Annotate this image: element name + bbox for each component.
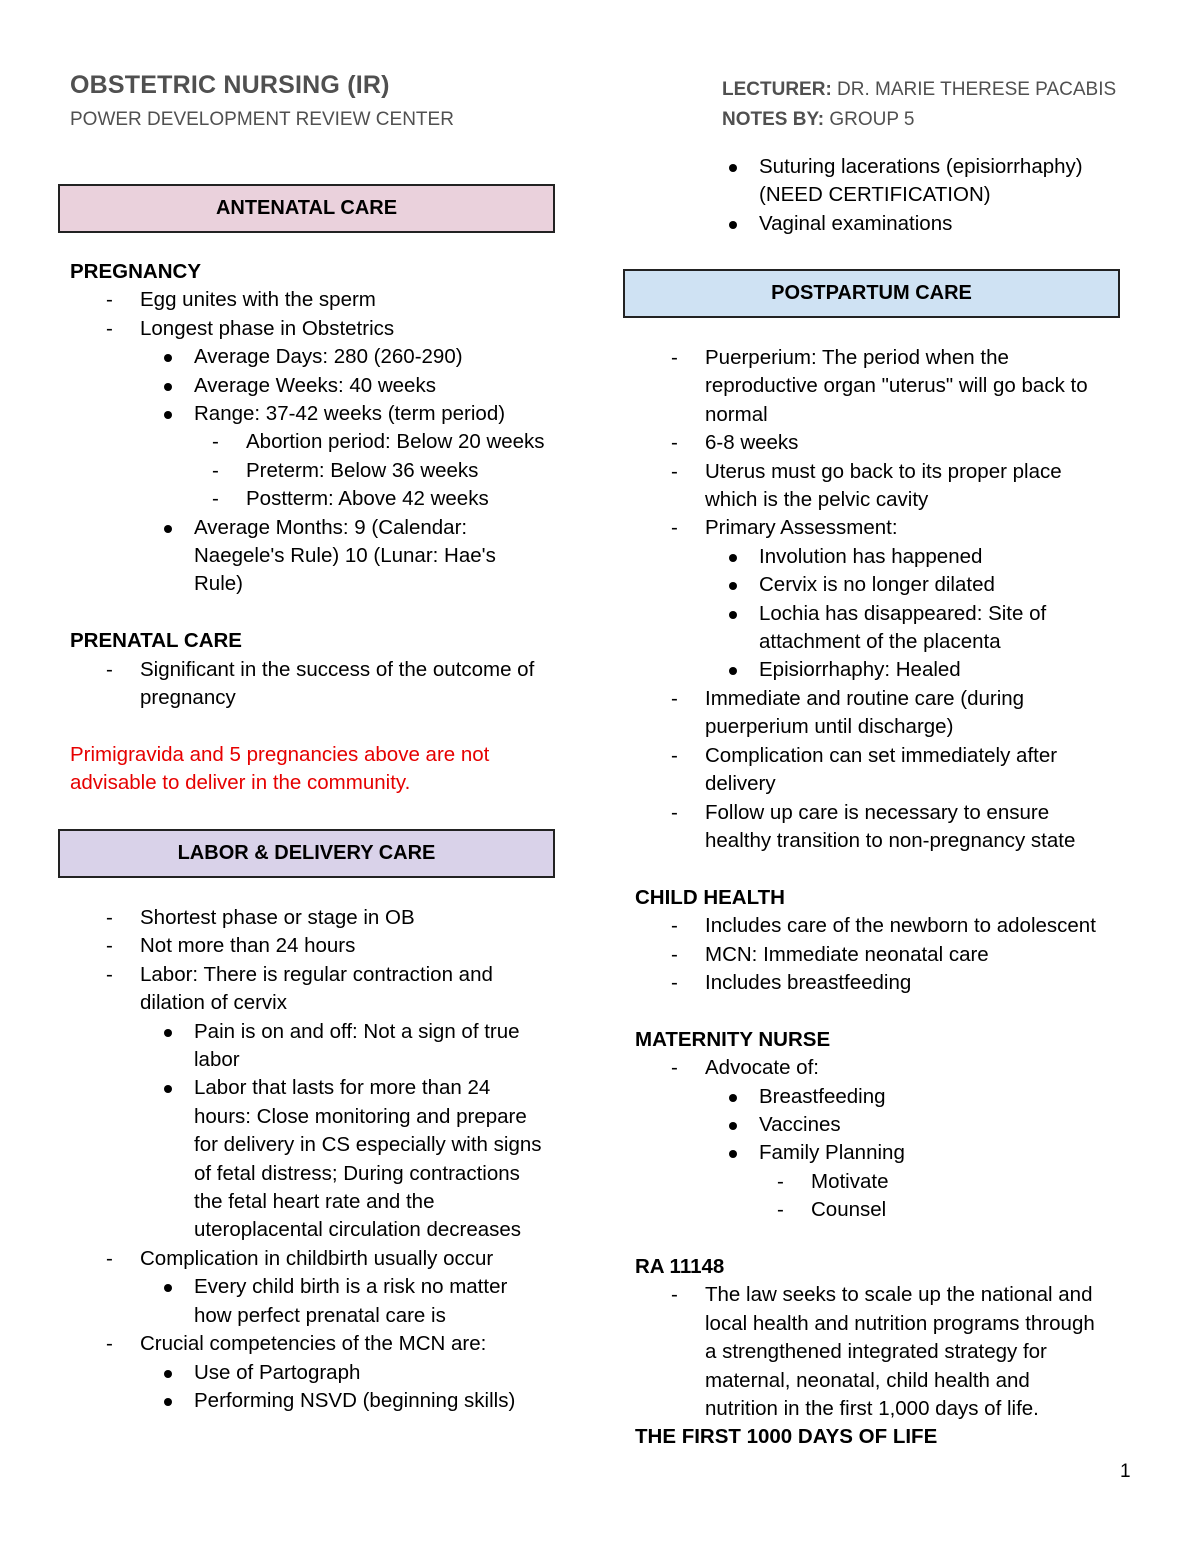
list-item-continuation: how perfect prenatal care is <box>194 1303 446 1327</box>
list-item: Breastfeeding <box>635 1083 1135 1111</box>
list-item-continuation: which is the pelvic cavity <box>705 488 929 512</box>
list-item: - Counsel <box>635 1196 1135 1224</box>
community-note-continuation: advisable to deliver in the community. <box>70 771 411 795</box>
labor-delivery-care-box: LABOR & DELIVERY CARE <box>58 829 555 878</box>
list-item: Range: 37-42 weeks (term period) <box>70 400 570 428</box>
list-item: - Motivate <box>635 1168 1135 1196</box>
list-item: - Preterm: Below 36 weeks <box>70 457 570 485</box>
page-number: 1 <box>1120 1461 1131 1482</box>
list-item: Episiorrhaphy: Healed <box>635 656 1135 684</box>
list-item: - MCN: Immediate neonatal care <box>635 941 1135 969</box>
list-item-continuation: nutrition in the first 1,000 days of life. <box>705 1396 1039 1420</box>
list-item-continuation: healthy transition to non-pregnancy state <box>705 828 1076 852</box>
list-item: - Includes care of the newborn to adolescent <box>635 912 1135 940</box>
list-item: - Postterm: Above 42 weeks <box>70 485 570 513</box>
lecturer-label: LECTURER: <box>722 79 832 100</box>
list-item: Performing NSVD (beginning skills) <box>70 1387 570 1415</box>
document-title: OBSTETRIC NURSING (IR) <box>70 71 390 99</box>
list-item: Vaginal examinations <box>635 210 1135 238</box>
list-item-continuation: uteroplacental circulation decreases <box>194 1218 522 1242</box>
list-item-continuation: dilation of cervix <box>140 991 287 1015</box>
list-item: Pain is on and off: Not a sign of true <box>70 1018 570 1046</box>
list-item: - Egg unites with the sperm <box>70 286 570 314</box>
lecturer-line <box>722 79 1116 101</box>
list-item-continuation: reproductive organ "uterus" will go back to <box>705 374 1088 398</box>
list-item: - Immediate and routine care (during <box>635 685 1135 713</box>
list-item: - Not more than 24 hours <box>70 932 570 960</box>
list-item-continuation: a strengthened integrated strategy for <box>705 1340 1047 1364</box>
list-item: Every child birth is a risk no matter <box>70 1273 570 1301</box>
list-item-continuation: hours: Close monitoring and prepare <box>194 1104 527 1128</box>
prenatal-care-heading: PRENATAL CARE <box>70 629 242 653</box>
list-item: Lochia has disappeared: Site of <box>635 600 1135 628</box>
right-column-main <box>635 344 1135 1452</box>
list-item: - Shortest phase or stage in OB <box>70 904 570 932</box>
left-column-top <box>70 258 570 798</box>
notes-value: GROUP 5 <box>824 109 915 130</box>
list-item: - Crucial competencies of the MCN are: <box>70 1330 570 1358</box>
list-item: Labor that lasts for more than 24 <box>70 1074 570 1102</box>
list-item: - 6-8 weeks <box>635 429 1135 457</box>
first-1000-days-heading: THE FIRST 1000 DAYS OF LIFE <box>635 1425 938 1449</box>
list-item-continuation: Rule) <box>194 572 243 596</box>
list-item-continuation: the fetal heart rate and the <box>194 1190 435 1214</box>
list-item-continuation: attachment of the placenta <box>759 630 1001 654</box>
list-item: Involution has happened <box>635 543 1135 571</box>
list-item: - Includes breastfeeding <box>635 969 1135 997</box>
notes-label: NOTES BY: <box>722 109 825 130</box>
labor-delivery-list <box>70 904 570 1415</box>
list-item-continuation: puerperium until discharge) <box>705 715 954 739</box>
list-item: - Complication can set immediately after <box>635 742 1135 770</box>
list-item: - Uterus must go back to its proper place <box>635 458 1135 486</box>
list-item: Family Planning <box>635 1139 1135 1167</box>
list-item: - Abortion period: Below 20 weeks <box>70 428 570 456</box>
list-item-continuation: labor <box>194 1048 240 1072</box>
child-health-heading: CHILD HEALTH <box>635 885 785 909</box>
list-item: Average Days: 280 (260-290) <box>70 343 570 371</box>
list-item-continuation: pregnancy <box>140 686 236 710</box>
list-item: Cervix is no longer dilated <box>635 571 1135 599</box>
pregnancy-heading: PREGNANCY <box>70 260 201 283</box>
list-item: - Significant in the success of the outcome of <box>70 656 570 684</box>
notes-line <box>722 109 915 131</box>
list-item: Vaccines <box>635 1111 1135 1139</box>
list-item: Average Weeks: 40 weeks <box>70 372 570 400</box>
list-item-continuation: normal <box>705 402 768 426</box>
document-subtitle: POWER DEVELOPMENT REVIEW CENTER <box>70 109 454 130</box>
maternity-nurse-heading: MATERNITY NURSE <box>635 1027 831 1051</box>
list-item: - Primary Assessment: <box>635 514 1135 542</box>
list-item: - Puerperium: The period when the <box>635 344 1135 372</box>
antenatal-care-box: ANTENATAL CARE <box>58 184 555 233</box>
list-item-continuation: Naegele's Rule) 10 (Lunar: Hae's <box>194 544 496 568</box>
list-item: - Follow up care is necessary to ensure <box>635 799 1135 827</box>
list-item: Use of Partograph <box>70 1359 570 1387</box>
list-item-continuation: (NEED CERTIFICATION) <box>759 183 991 207</box>
postpartum-care-box: POSTPARTUM CARE <box>623 269 1120 318</box>
list-item: - Labor: There is regular contraction and <box>70 961 570 989</box>
list-item-continuation: for delivery in CS especially with signs <box>194 1133 542 1157</box>
list-item: Average Months: 9 (Calendar: <box>70 514 570 542</box>
list-item-continuation: of fetal distress; During contractions <box>194 1161 520 1185</box>
list-item-continuation: local health and nutrition programs through <box>705 1311 1095 1335</box>
ra-11148-heading: RA 11148 <box>635 1254 725 1278</box>
list-item: - Complication in childbirth usually occur <box>70 1245 570 1273</box>
list-item: - The law seeks to scale up the national and <box>635 1281 1135 1309</box>
list-item: - Advocate of: <box>635 1054 1135 1082</box>
lecturer-value: DR. MARIE THERESE PACABIS <box>831 79 1117 100</box>
list-item-continuation: delivery <box>705 772 776 796</box>
community-note: Primigravida and 5 pregnancies above are not <box>70 742 490 766</box>
list-item: - Longest phase in Obstetrics <box>70 315 570 343</box>
list-item: Suturing lacerations (episiorrhaphy) <box>635 153 1135 181</box>
list-item-continuation: maternal, neonatal, child health and <box>705 1368 1030 1392</box>
right-column-continued <box>635 153 1135 238</box>
